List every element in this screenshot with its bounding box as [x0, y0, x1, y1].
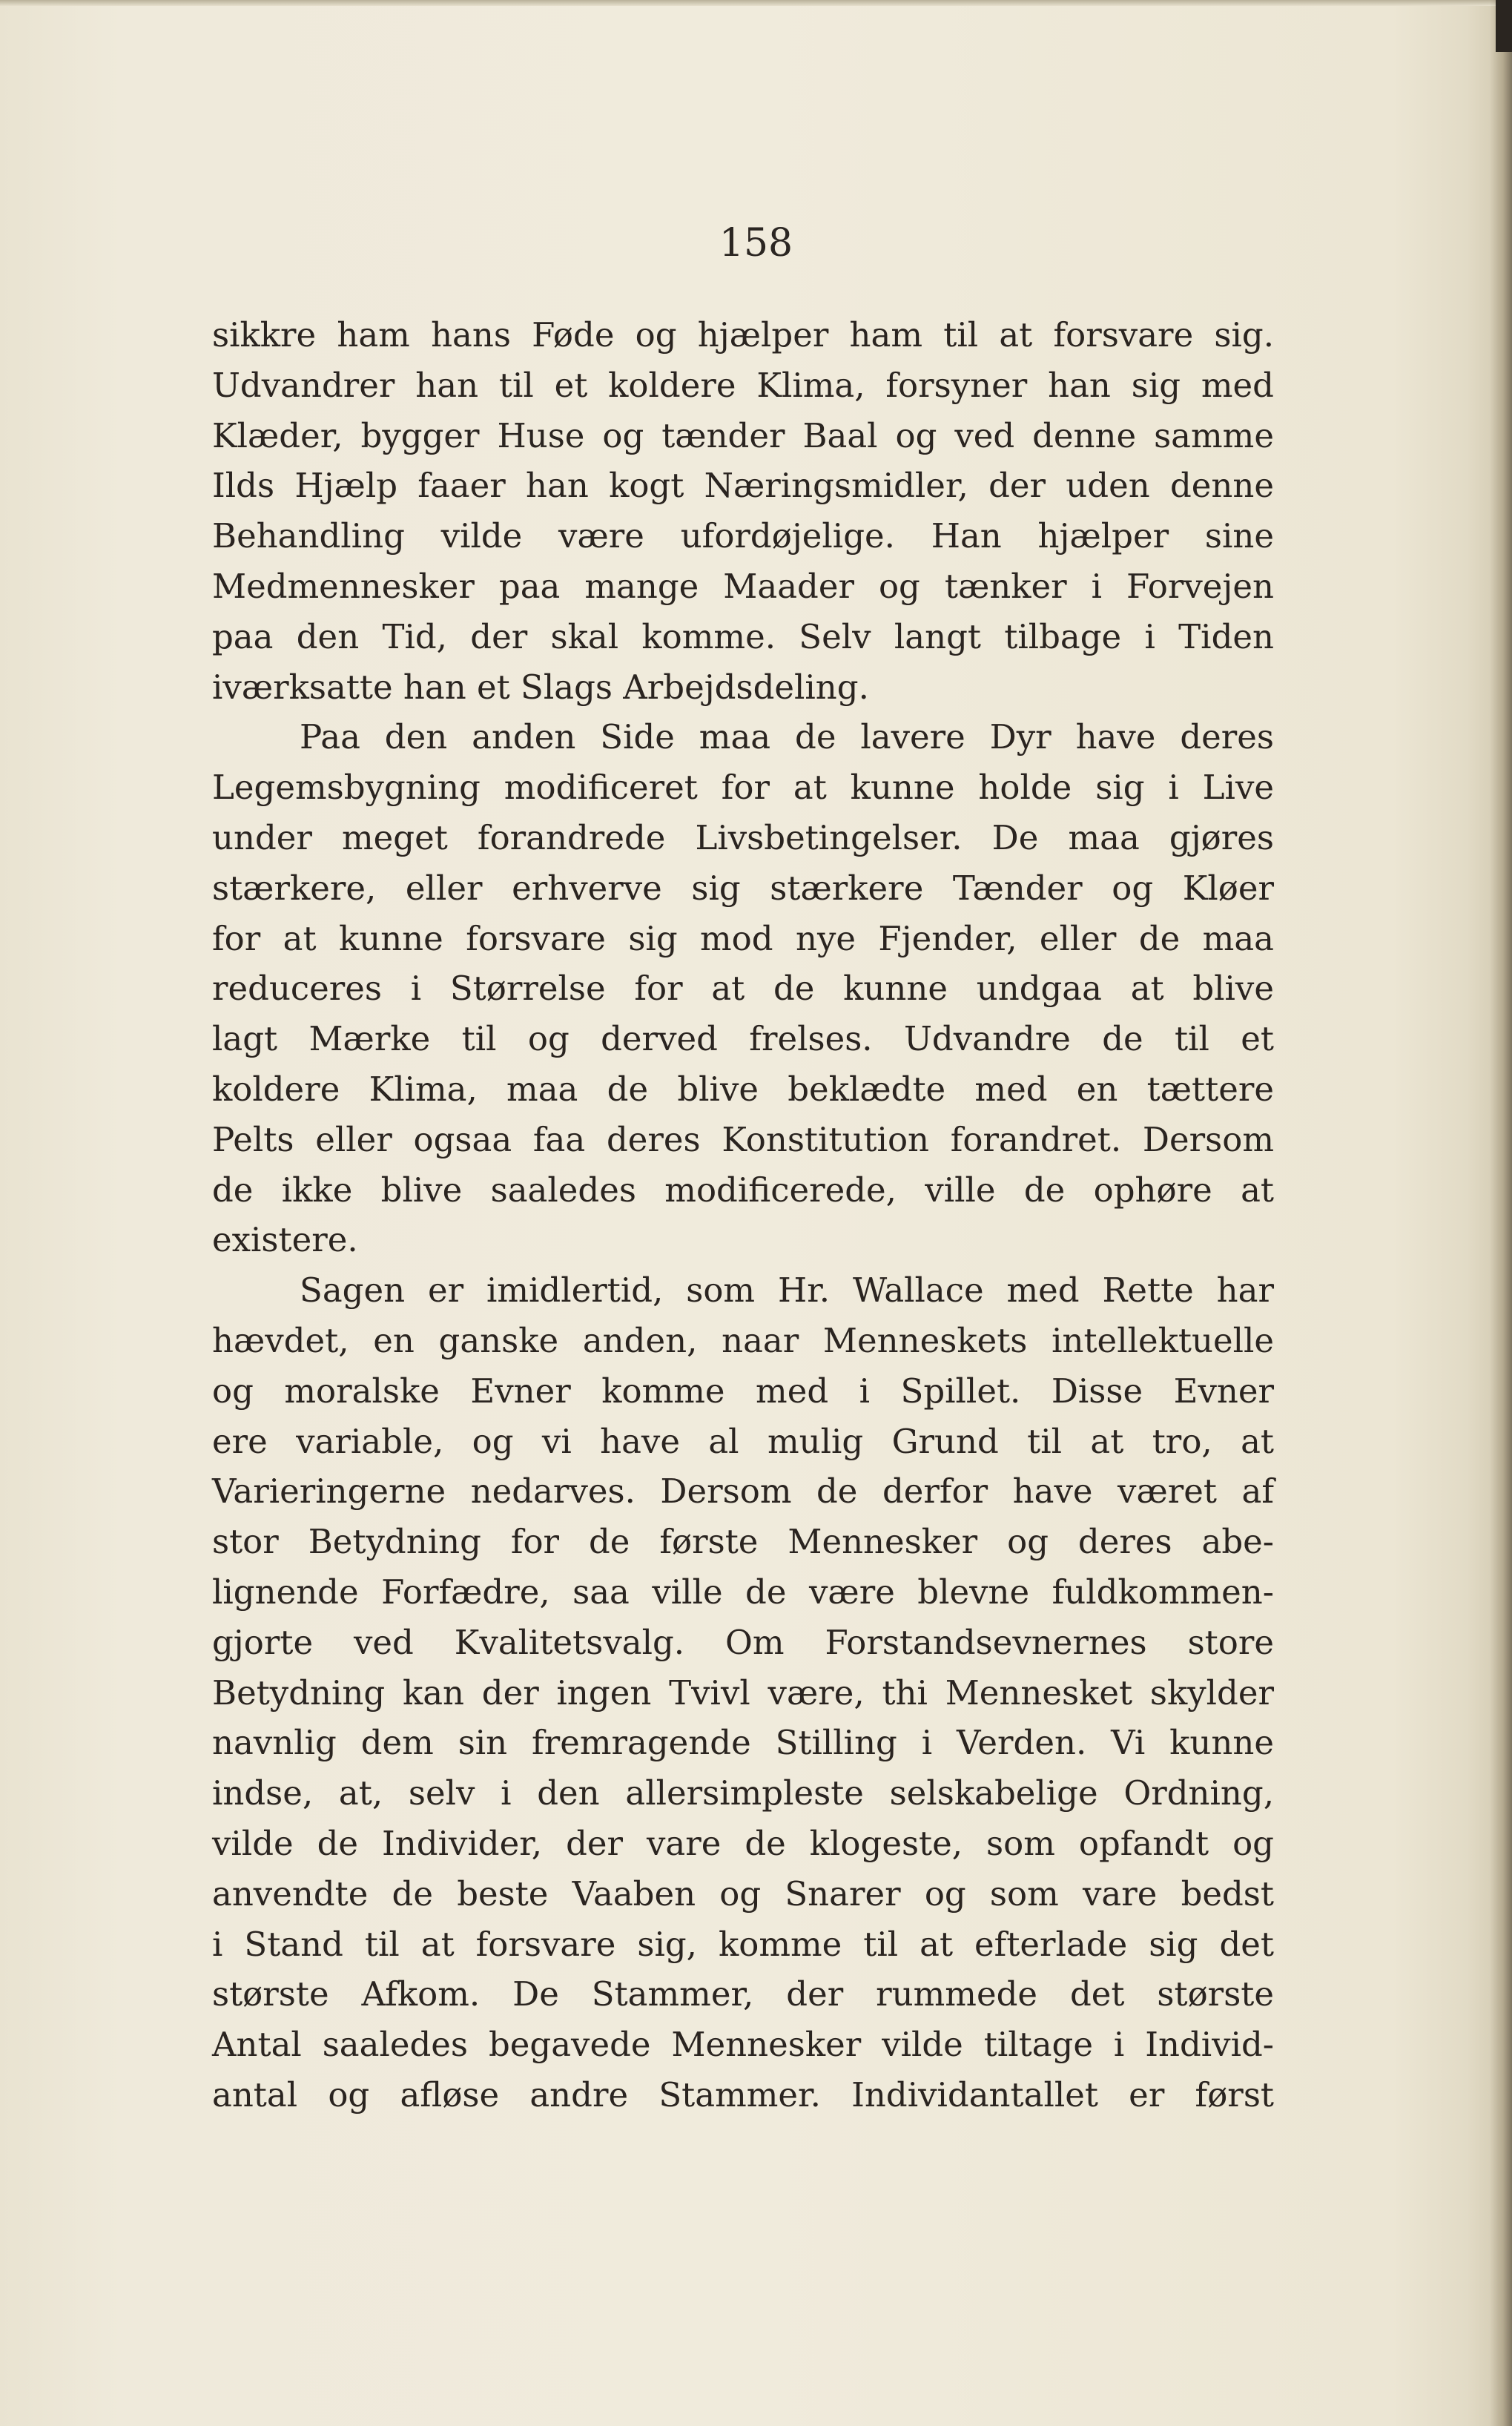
text-line: Klæder, bygger Huse og tænder Baal og ved denne samme [212, 415, 1274, 455]
text-line: Behandling vilde være ufordøjelige. Han hjælper sine [212, 516, 1274, 556]
text-line: lignende Forfædre, saa ville de være blevne fuldkommen- [212, 1572, 1274, 1612]
text-line: stærkere, eller erhverve sig stærkere Tænder og Kløer [212, 868, 1274, 908]
text-line: lagt Mærke til og derved frelses. Udvandre de til et [212, 1019, 1274, 1059]
text-line: koldere Klima, maa de blive beklædte med en tættere [212, 1069, 1274, 1109]
text-line: indse, at, selv i den allersimpleste selskabelige Ordning, [212, 1773, 1274, 1813]
corner-tab-mark [1496, 0, 1512, 52]
text-line: under meget forandrede Livsbetingelser. De maa gjøres [212, 817, 1274, 857]
text-line: og moralske Evner komme med i Spillet. Disse Evner [212, 1371, 1274, 1411]
text-line: iværksatte han et Slags Arbejdsdeling. [212, 667, 869, 707]
text-line: Sagen er imidlertid, som Hr. Wallace med Rette har [300, 1270, 1274, 1311]
text-line: i Stand til at forsvare sig, komme til at efterlade sig det [212, 1924, 1274, 1964]
page-binding-shadow [1490, 0, 1512, 2426]
text-line: navnlig dem sin fremragende Stilling i Verden. Vi kunne [212, 1723, 1274, 1763]
text-line: for at kunne forsvare sig mod nye Fjender, eller de maa [212, 918, 1274, 958]
text-line: Antal saaledes begavede Mennesker vilde tiltage i Individ- [212, 2025, 1274, 2065]
text-line: gjorte ved Kvalitetsvalg. Om Forstandsevnernes store [212, 1622, 1274, 1662]
text-line: største Afkom. De Stammer, der rummede det største [212, 1974, 1274, 2014]
text-line: Legemsbygning modificeret for at kunne holde sig i Live [212, 768, 1274, 808]
text-line: stor Betydning for de første Mennesker og deres abe- [212, 1522, 1274, 1562]
text-line: hævdet, en ganske anden, naar Menneskets intellektuelle [212, 1320, 1274, 1360]
text-line: sikkre ham hans Føde og hjælper ham til at forsvare sig. [212, 315, 1274, 355]
text-line: Pelts eller ogsaa faa deres Konstitution forandret. Dersom [212, 1119, 1274, 1159]
text-line: Betydning kan der ingen Tvivl være, thi Mennesket skylder [212, 1672, 1274, 1713]
text-line: anvendte de beste Vaaben og Snarer og som vare bedst [212, 1873, 1274, 1914]
text-line: antal og afløse andre Stammer. Individantallet er først [212, 2074, 1274, 2114]
text-line: vilde de Individer, der vare de klogeste, som opfandt og [212, 1823, 1274, 1863]
text-line: reduceres i Størrelse for at de kunne undgaa at blive [212, 969, 1274, 1009]
text-line: existere. [212, 1220, 358, 1260]
text-line: Varieringerne nedarves. Dersom de derfor have været af [212, 1471, 1274, 1512]
text-line: Medmennesker paa mange Maader og tænker i Forvejen [212, 566, 1274, 606]
text-line: paa den Tid, der skal komme. Selv langt tilbage i Tiden [212, 616, 1274, 656]
text-line: Ilds Hjælp faaer han kogt Næringsmidler, der uden denne [212, 466, 1274, 506]
body-text [212, 310, 1274, 2120]
page-top-edge [0, 0, 1512, 6]
page-number: 158 [719, 221, 793, 266]
text-line: de ikke blive saaledes modificerede, ville de ophøre at [212, 1170, 1274, 1210]
text-line: Paa den anden Side maa de lavere Dyr have deres [300, 717, 1274, 757]
text-line: Udvandrer han til et koldere Klima, forsyner han sig med [212, 365, 1274, 405]
text-line: ere variable, og vi have al mulig Grund til at tro, at [212, 1421, 1274, 1461]
